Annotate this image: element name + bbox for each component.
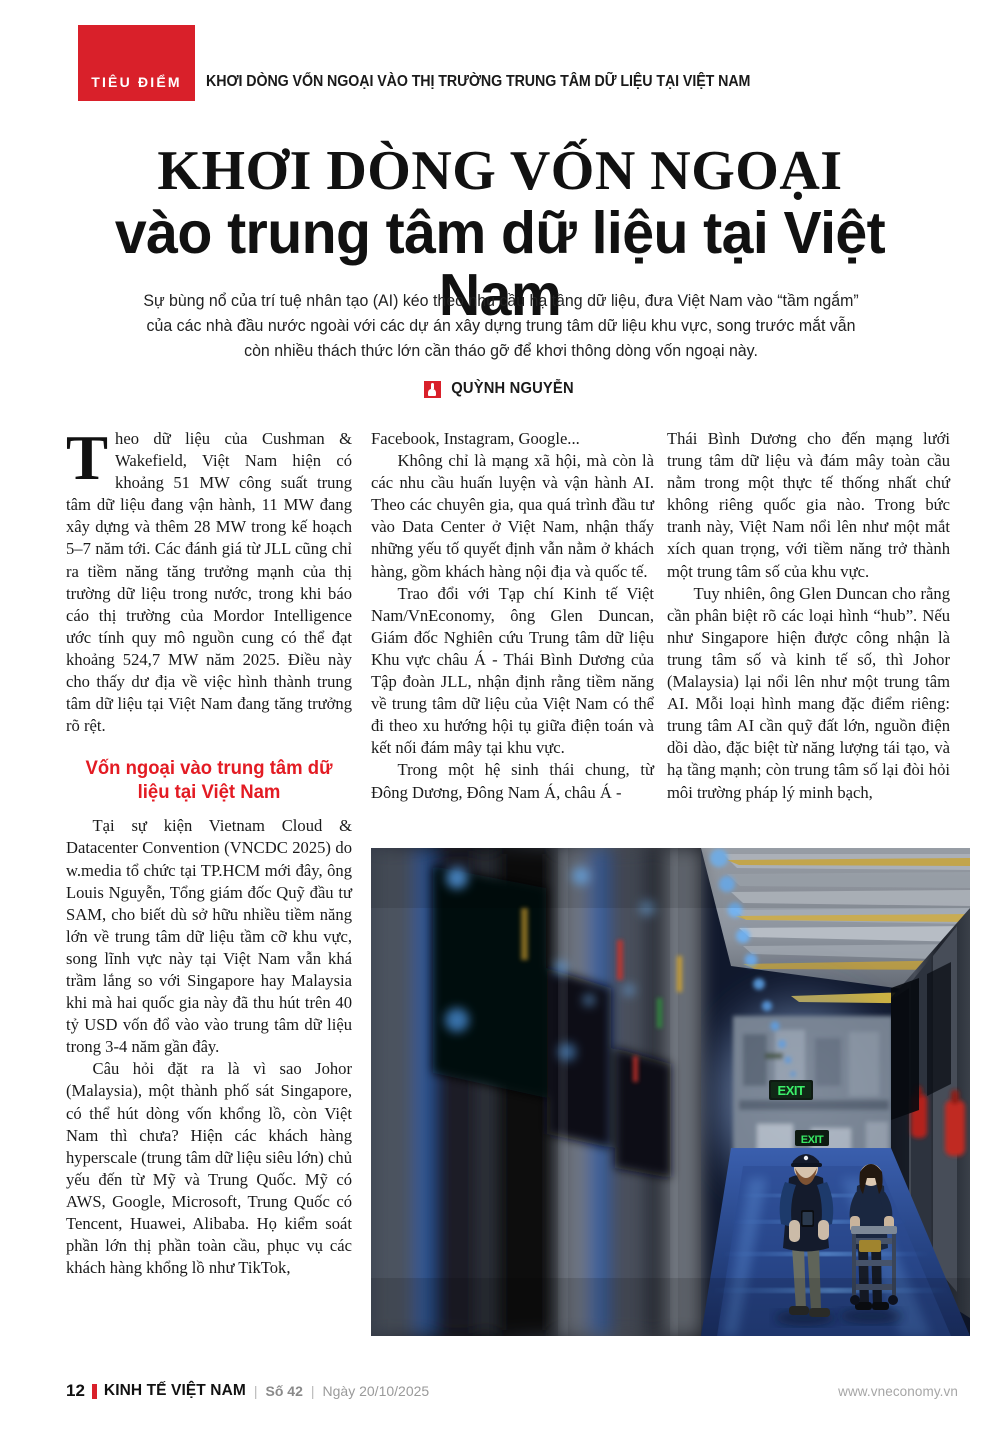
headline-line-1: KHƠI DÒNG VỐN NGOẠI [157,140,843,202]
byline [0,380,1000,398]
footer-date: Ngày 20/10/2025 [322,1383,430,1399]
paragraph-text: Thái Bình Dương cho đến mạng lưới trung tâm dữ liệu và đám mây toàn cầu nằm trong một thực tế thống nhất chứ không riêng quốc gia nào. Trong bức tranh này, Việt Nam nổi lên như một mắt xích quan trọng, với tiềm năng trở thành một trung tâm số của khu vực. [667,429,950,581]
article-column-3 [667,428,950,804]
paragraph [66,423,352,737]
paragraph-text: Câu hỏi đặt ra là vì sao Johor (Malaysia), một thành phố sát Singapore, có thể hút dòng vốn khổng lồ, còn Việt Nam thì chưa? Hiện các khách hàng hyperscale (trung tâm dữ liệu siêu lớn) chủ yếu đến từ Mỹ và Trung Quốc. Mỹ có AWS, Google, Microsoft, Trung Quốc có Tencent, Huawei, Alibaba. Họ kiểm soát phần lớn thị phần toàn cầu, phục vụ các khách hàng khổng lồ như TikTok, [66,1059,352,1278]
paragraph [371,759,654,803]
running-head [78,25,922,101]
footer-issue-number: Số 42 [265,1383,303,1399]
paragraph [66,1058,352,1279]
drop-cap: T [66,423,109,493]
paragraph-text: Tại sự kiện Vietnam Cloud & Datacenter Convention (VNCDC 2025) do w.media tổ chức tại TP.HCM mới đây, ông Louis Nguyễn, Tổng giám đốc Quỹ đầu tư SAM, cho biết dù sở hữu nhiều tiềm năng lớn về trung tâm dữ liệu tầm cỡ khu vực, song lĩnh vực này tại Việt Nam vẫn khá trầm lắng so với Singapore hay Malaysia khi mà hai quốc gia này đã thu hút trên 40 tỷ USD vốn đổ vào vào trung tâm dữ liệu trong 3-4 năm gần đây. [66,816,352,1057]
page-number: 12 [66,1381,85,1400]
article-column-1 [66,423,352,1279]
footer-left-group [66,1381,429,1401]
svg-text:EXIT: EXIT [777,1083,805,1098]
paragraph [667,583,950,804]
paragraph [371,583,654,760]
section-badge-label: TIÊU ĐIỂM [91,74,182,90]
article-deck: Sự bùng nổ của trí tuệ nhân tạo (AI) kéo theo nhu cầu hạ tầng dữ liệu, đưa Việt Nam vào “tầm ngắm” của các nhà đầu nước ngoài với các dự án xây dựng trung tâm dữ liệu khu vực, song trước mắt vẫn còn nhiều thách thức lớn cần tháo gỡ để khơi thông dòng vốn ngoại này. [143,291,859,360]
article-column-2 [371,428,654,804]
byline-author-name: QUỲNH NGUYỄN [450,380,574,397]
paragraph-text: Trong một hệ sinh thái chung, từ Đông Dương, Đông Nam Á, châu Á - [371,760,654,802]
footer-separator-1: | [253,1383,258,1399]
headline-line-2: vào trung tâm dữ liệu tại Việt Nam [114,200,886,328]
data-center-aisle-photo [371,848,970,1336]
footer-tick-icon [92,1384,97,1399]
author-mark-icon [424,381,441,398]
section-badge [78,25,195,101]
paragraph-text: Trao đổi với Tạp chí Kinh tế Việt Nam/VnEconomy, ông Glen Duncan, Giám đốc Nghiên cứu Trung tâm dữ liệu Khu vực châu Á - Thái Bình Dương của Tập đoàn JLL, nhận định rằng tiềm năng về trung tâm dữ liệu của Việt Nam có thể đi theo xu hướng hội tụ giữa điện toán và kết nối đám mây tại khu vực. [371,583,654,758]
section-subheading: Vốn ngoại vào trung tâm dữ liệu tại Việt Nam [85,757,333,804]
paragraph-text: heo dữ liệu của Cushman & Wakefield, Việt Nam hiện có khoảng 51 MW công suất trung tâm dữ liệu đang vận hành, 11 MW đang xây dựng và thêm 28 MW trong kế hoạch 5–7 năm tới. Các đánh giá từ JLL cũng chỉ ra tiềm năng tăng trưởng mạnh của thị trường dữ liệu trong nước, trong khi báo cáo thị trường của Mordor Intelligence ước tính quy mô nguồn cung có thể đạt khoảng 524,7 MW năm 2025. Điều này cho thấy dư địa về việc hình thành trung tâm dữ liệu tại Việt Nam đang tăng trưởng rõ rệt. [66,429,352,736]
paragraph [371,450,654,583]
footer-website[interactable]: www.vneconomy.vn [838,1384,958,1399]
paragraph-text: Không chỉ là mạng xã hội, mà còn là các nhu cầu huấn luyện và vận hành AI. Theo các chuyên gia, qua quá trình đầu tư vào Data Center ở Việt Nam, nhận thấy những yếu tố quyết định vẫn nằm ở khách hàng, gồm khách hàng nội địa và quốc tế. [371,451,654,581]
paragraph [371,428,654,450]
footer-separator-2: | [310,1383,315,1399]
page-footer [0,1381,1000,1403]
svg-text:EXIT: EXIT [800,1134,824,1146]
paragraph [66,815,352,1058]
paragraph-text: Facebook, Instagram, Google... [371,429,580,448]
running-head-title: KHƠI DÒNG VỐN NGOẠI VÀO THỊ TRƯỜNG TRUNG TÂM DỮ LIỆU TẠI VIỆT NAM [206,73,751,90]
paragraph [667,428,950,583]
footer-publication-name: KINH TẾ VIỆT NAM [103,1382,246,1399]
paragraph-text: Tuy nhiên, ông Glen Duncan cho rằng cần phân biệt rõ các loại hình “hub”. Nếu như Singapore hiện được công nhận là trung tâm số và kinh tế số, thì Johor (Malaysia) lại nổi lên như một trung tâm AI. Mỗi loại hình mang đặc điểm riêng: trung tâm AI cần quỹ đất lớn, nguồn điện dồi dào, đặc biệt từ năng lượng tái tạo, và hạ tầng mạnh; còn trung tâm số lại đòi hỏi môi trường pháp lý minh bạch, [667,583,950,802]
